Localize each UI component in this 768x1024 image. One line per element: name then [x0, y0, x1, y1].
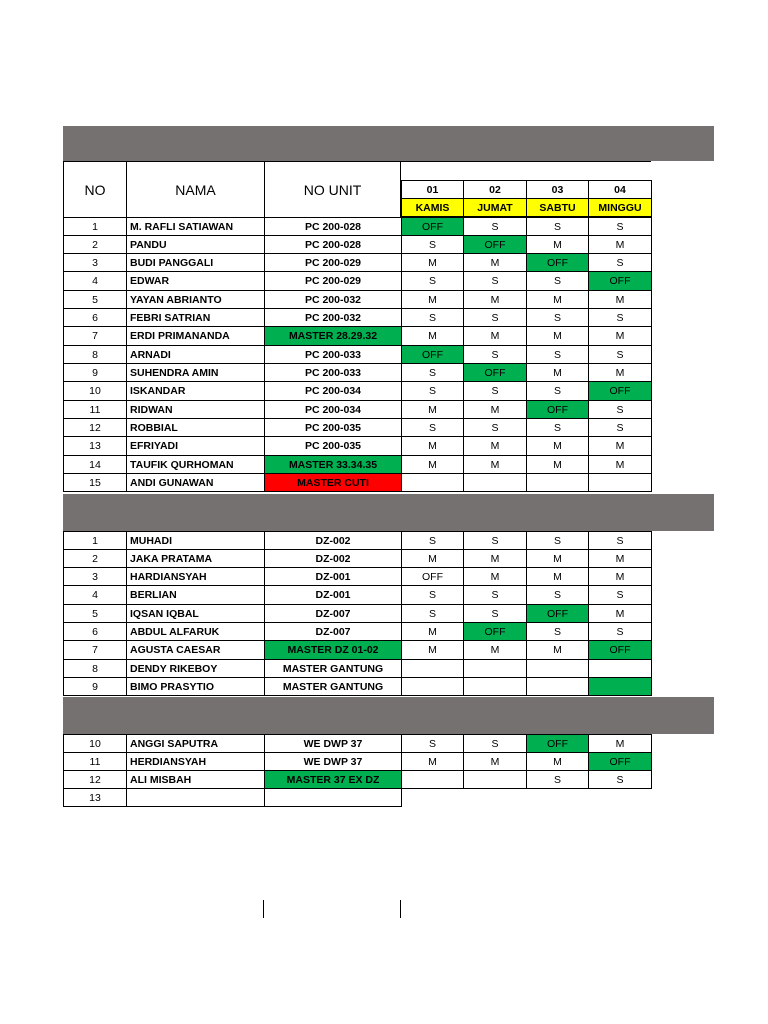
- shift-cell: S: [588, 253, 652, 272]
- shift-cell: OFF: [401, 567, 464, 586]
- shift-cell: M: [588, 235, 652, 254]
- row-number: 2: [63, 549, 127, 568]
- employee-name: MUHADI: [126, 531, 265, 550]
- shift-cell: M: [463, 436, 527, 456]
- shift-cell: M: [526, 363, 589, 382]
- day-name-header: SABTU: [526, 198, 589, 217]
- column-header-no: NO: [63, 161, 126, 217]
- row-number: 5: [63, 290, 127, 309]
- day-date-header: 01: [401, 180, 464, 199]
- shift-cell: S: [526, 585, 589, 605]
- shift-cell: S: [526, 271, 589, 291]
- unit-cell: MASTER 28.29.32: [264, 326, 402, 346]
- shift-cell: M: [588, 567, 652, 586]
- footer-tick: [263, 900, 264, 918]
- employee-name: ARNADI: [126, 345, 265, 364]
- row-number: 9: [63, 677, 127, 696]
- header-top-line: [401, 161, 651, 162]
- shift-cell: OFF: [588, 752, 652, 771]
- shift-cell: S: [526, 308, 589, 327]
- employee-name: BIMO PRASYTIO: [126, 677, 265, 696]
- row-number: 6: [63, 622, 127, 641]
- shift-cell: S: [588, 418, 652, 437]
- unit-cell: PC 200-033: [264, 345, 402, 364]
- shift-cell: M: [401, 326, 464, 346]
- employee-name: BUDI PANGGALI: [126, 253, 265, 272]
- shift-cell: [463, 677, 527, 696]
- shift-cell: OFF: [463, 235, 527, 254]
- employee-name: ROBBIAL: [126, 418, 265, 437]
- shift-cell: M: [588, 455, 652, 474]
- shift-cell: S: [401, 363, 464, 382]
- shift-cell: [463, 770, 527, 789]
- employee-name: SUHENDRA AMIN: [126, 363, 265, 382]
- row-number: 13: [63, 788, 127, 807]
- shift-cell: S: [526, 531, 589, 550]
- unit-cell: DZ-001: [264, 567, 402, 586]
- shift-cell: [526, 659, 589, 678]
- row-number: 4: [63, 271, 127, 291]
- unit-cell: DZ-007: [264, 604, 402, 623]
- shift-cell: M: [463, 290, 527, 309]
- row-number: 9: [63, 363, 127, 382]
- shift-cell: M: [401, 752, 464, 771]
- shift-cell: OFF: [526, 253, 589, 272]
- row-number: 7: [63, 326, 127, 346]
- unit-cell: MASTER CUTI: [264, 473, 402, 492]
- shift-cell: M: [588, 326, 652, 346]
- unit-cell: PC 200-028: [264, 217, 402, 236]
- unit-cell: PC 200-035: [264, 418, 402, 437]
- shift-cell: S: [526, 345, 589, 364]
- shift-cell: S: [526, 418, 589, 437]
- row-number: 10: [63, 734, 127, 753]
- day-name-header: JUMAT: [463, 198, 527, 217]
- shift-cell: OFF: [401, 345, 464, 364]
- shift-cell: S: [463, 271, 527, 291]
- shift-cell: M: [526, 549, 589, 568]
- shift-cell: S: [463, 734, 527, 753]
- row-number: 3: [63, 253, 127, 272]
- shift-cell: [526, 677, 589, 696]
- highlight-cell: [588, 677, 652, 696]
- row-number: 2: [63, 235, 127, 254]
- unit-cell: PC 200-033: [264, 363, 402, 382]
- unit-cell: PC 200-028: [264, 235, 402, 254]
- shift-cell: OFF: [401, 217, 464, 236]
- shift-cell: M: [588, 734, 652, 753]
- shift-cell: M: [463, 326, 527, 346]
- unit-cell: MASTER 33.34.35: [264, 455, 402, 474]
- unit-cell: DZ-001: [264, 585, 402, 605]
- shift-cell: M: [463, 400, 527, 419]
- shift-cell: [401, 677, 464, 696]
- employee-name: DENDY RIKEBOY: [126, 659, 265, 678]
- shift-cell: S: [463, 604, 527, 623]
- shift-cell: S: [588, 400, 652, 419]
- row-number: 15: [63, 473, 127, 492]
- footer-tick: [400, 900, 401, 918]
- shift-cell: S: [401, 531, 464, 550]
- shift-cell: M: [526, 326, 589, 346]
- unit-cell: MASTER GANTUNG: [264, 659, 402, 678]
- unit-cell: WE DWP 37: [264, 752, 402, 771]
- shift-cell: [401, 659, 464, 678]
- shift-cell: S: [588, 585, 652, 605]
- employee-name: HERDIANSYAH: [126, 752, 265, 771]
- shift-cell: S: [463, 418, 527, 437]
- employee-name: JAKA PRATAMA: [126, 549, 265, 568]
- unit-cell: PC 200-032: [264, 308, 402, 327]
- shift-cell: S: [401, 271, 464, 291]
- shift-cell: [526, 473, 589, 492]
- shift-cell: M: [526, 455, 589, 474]
- shift-cell: S: [526, 622, 589, 641]
- shift-cell: S: [401, 585, 464, 605]
- row-number: 3: [63, 567, 127, 586]
- shift-cell: S: [463, 345, 527, 364]
- employee-name: M. RAFLI SATIAWAN: [126, 217, 265, 236]
- row-number: 14: [63, 455, 127, 474]
- shift-cell: M: [401, 549, 464, 568]
- employee-name: ANDI GUNAWAN: [126, 473, 265, 492]
- unit-cell: DZ-002: [264, 531, 402, 550]
- row-number: 5: [63, 604, 127, 623]
- employee-name: ISKANDAR: [126, 381, 265, 401]
- employee-name: ALI MISBAH: [126, 770, 265, 789]
- shift-cell: [463, 473, 527, 492]
- shift-cell: [463, 659, 527, 678]
- unit-cell: PC 200-034: [264, 400, 402, 419]
- shift-cell: S: [401, 604, 464, 623]
- shift-cell: S: [588, 531, 652, 550]
- employee-name: FEBRI SATRIAN: [126, 308, 265, 327]
- row-number: 8: [63, 659, 127, 678]
- day-date-header: 02: [463, 180, 527, 199]
- employee-name: ABDUL ALFARUK: [126, 622, 265, 641]
- shift-cell: [401, 473, 464, 492]
- column-header-no-unit: NO UNIT: [264, 161, 401, 217]
- unit-cell: DZ-002: [264, 549, 402, 568]
- unit-cell: DZ-007: [264, 622, 402, 641]
- shift-cell: M: [401, 290, 464, 309]
- row-number: 7: [63, 640, 127, 660]
- shift-cell: S: [588, 217, 652, 236]
- shift-cell: M: [526, 436, 589, 456]
- row-number: 13: [63, 436, 127, 456]
- shift-cell: OFF: [588, 640, 652, 660]
- row-number: 11: [63, 400, 127, 419]
- shift-cell: M: [588, 290, 652, 309]
- shift-cell: M: [588, 363, 652, 382]
- unit-cell: MASTER 37 EX DZ: [264, 770, 402, 789]
- employee-name: [126, 788, 265, 807]
- unit-cell: MASTER DZ 01-02: [264, 640, 402, 660]
- shift-cell: S: [463, 381, 527, 401]
- shift-cell: OFF: [463, 622, 527, 641]
- row-number: 1: [63, 531, 127, 550]
- employee-name: BERLIAN: [126, 585, 265, 605]
- row-number: 1: [63, 217, 127, 236]
- shift-cell: OFF: [526, 604, 589, 623]
- shift-cell: M: [463, 253, 527, 272]
- shift-cell: M: [526, 752, 589, 771]
- shift-cell: M: [401, 400, 464, 419]
- row-number: 4: [63, 585, 127, 605]
- shift-cell: M: [588, 604, 652, 623]
- shift-cell: M: [463, 752, 527, 771]
- shift-cell: M: [463, 455, 527, 474]
- shift-cell: M: [463, 549, 527, 568]
- shift-cell: M: [401, 622, 464, 641]
- column-header-nama: NAMA: [126, 161, 264, 217]
- shift-cell: S: [526, 770, 589, 789]
- day-date-header: 04: [588, 180, 652, 199]
- section-band-we: [63, 697, 714, 734]
- day-name-header: KAMIS: [401, 198, 464, 217]
- unit-cell: PC 200-029: [264, 271, 402, 291]
- shift-cell: OFF: [463, 363, 527, 382]
- shift-cell: S: [463, 585, 527, 605]
- shift-cell: M: [463, 640, 527, 660]
- row-number: 12: [63, 418, 127, 437]
- shift-cell: M: [463, 567, 527, 586]
- shift-cell: S: [401, 734, 464, 753]
- shift-cell: S: [463, 531, 527, 550]
- employee-name: RIDWAN: [126, 400, 265, 419]
- row-number: 10: [63, 381, 127, 401]
- shift-cell: [588, 659, 652, 678]
- employee-name: EDWAR: [126, 271, 265, 291]
- shift-cell: S: [401, 418, 464, 437]
- employee-name: ANGGI SAPUTRA: [126, 734, 265, 753]
- shift-cell: S: [401, 381, 464, 401]
- employee-name: ERDI PRIMANANDA: [126, 326, 265, 346]
- shift-cell: M: [588, 549, 652, 568]
- unit-cell: PC 200-034: [264, 381, 402, 401]
- shift-cell: OFF: [526, 734, 589, 753]
- shift-cell: M: [401, 253, 464, 272]
- section-band-dz: [63, 494, 714, 531]
- shift-cell: S: [463, 217, 527, 236]
- shift-cell: M: [588, 436, 652, 456]
- employee-name: IQSAN IQBAL: [126, 604, 265, 623]
- shift-cell: S: [463, 308, 527, 327]
- day-date-header: 03: [526, 180, 589, 199]
- shift-cell: [588, 473, 652, 492]
- unit-cell: [264, 788, 402, 807]
- shift-cell: OFF: [588, 271, 652, 291]
- unit-cell: WE DWP 37: [264, 734, 402, 753]
- shift-cell: M: [526, 567, 589, 586]
- employee-name: TAUFIK QURHOMAN: [126, 455, 265, 474]
- employee-name: EFRIYADI: [126, 436, 265, 456]
- shift-cell: M: [401, 455, 464, 474]
- day-name-header: MINGGU: [588, 198, 652, 217]
- shift-cell: [401, 770, 464, 789]
- shift-cell: M: [526, 290, 589, 309]
- employee-name: AGUSTA CAESAR: [126, 640, 265, 660]
- row-number: 11: [63, 752, 127, 771]
- shift-cell: OFF: [588, 381, 652, 401]
- shift-cell: S: [401, 235, 464, 254]
- row-number: 6: [63, 308, 127, 327]
- shift-cell: OFF: [526, 400, 589, 419]
- shift-cell: S: [588, 770, 652, 789]
- shift-cell: S: [526, 381, 589, 401]
- shift-cell: S: [401, 308, 464, 327]
- shift-cell: M: [526, 640, 589, 660]
- employee-name: HARDIANSYAH: [126, 567, 265, 586]
- row-number: 12: [63, 770, 127, 789]
- shift-cell: M: [526, 235, 589, 254]
- unit-cell: PC 200-029: [264, 253, 402, 272]
- row-number: 8: [63, 345, 127, 364]
- shift-cell: M: [401, 640, 464, 660]
- shift-cell: S: [588, 345, 652, 364]
- shift-cell: M: [401, 436, 464, 456]
- shift-cell: S: [526, 217, 589, 236]
- unit-cell: MASTER GANTUNG: [264, 677, 402, 696]
- unit-cell: PC 200-035: [264, 436, 402, 456]
- shift-cell: S: [588, 622, 652, 641]
- employee-name: YAYAN ABRIANTO: [126, 290, 265, 309]
- employee-name: PANDU: [126, 235, 265, 254]
- shift-cell: S: [588, 308, 652, 327]
- unit-cell: PC 200-032: [264, 290, 402, 309]
- header-band: [63, 126, 714, 161]
